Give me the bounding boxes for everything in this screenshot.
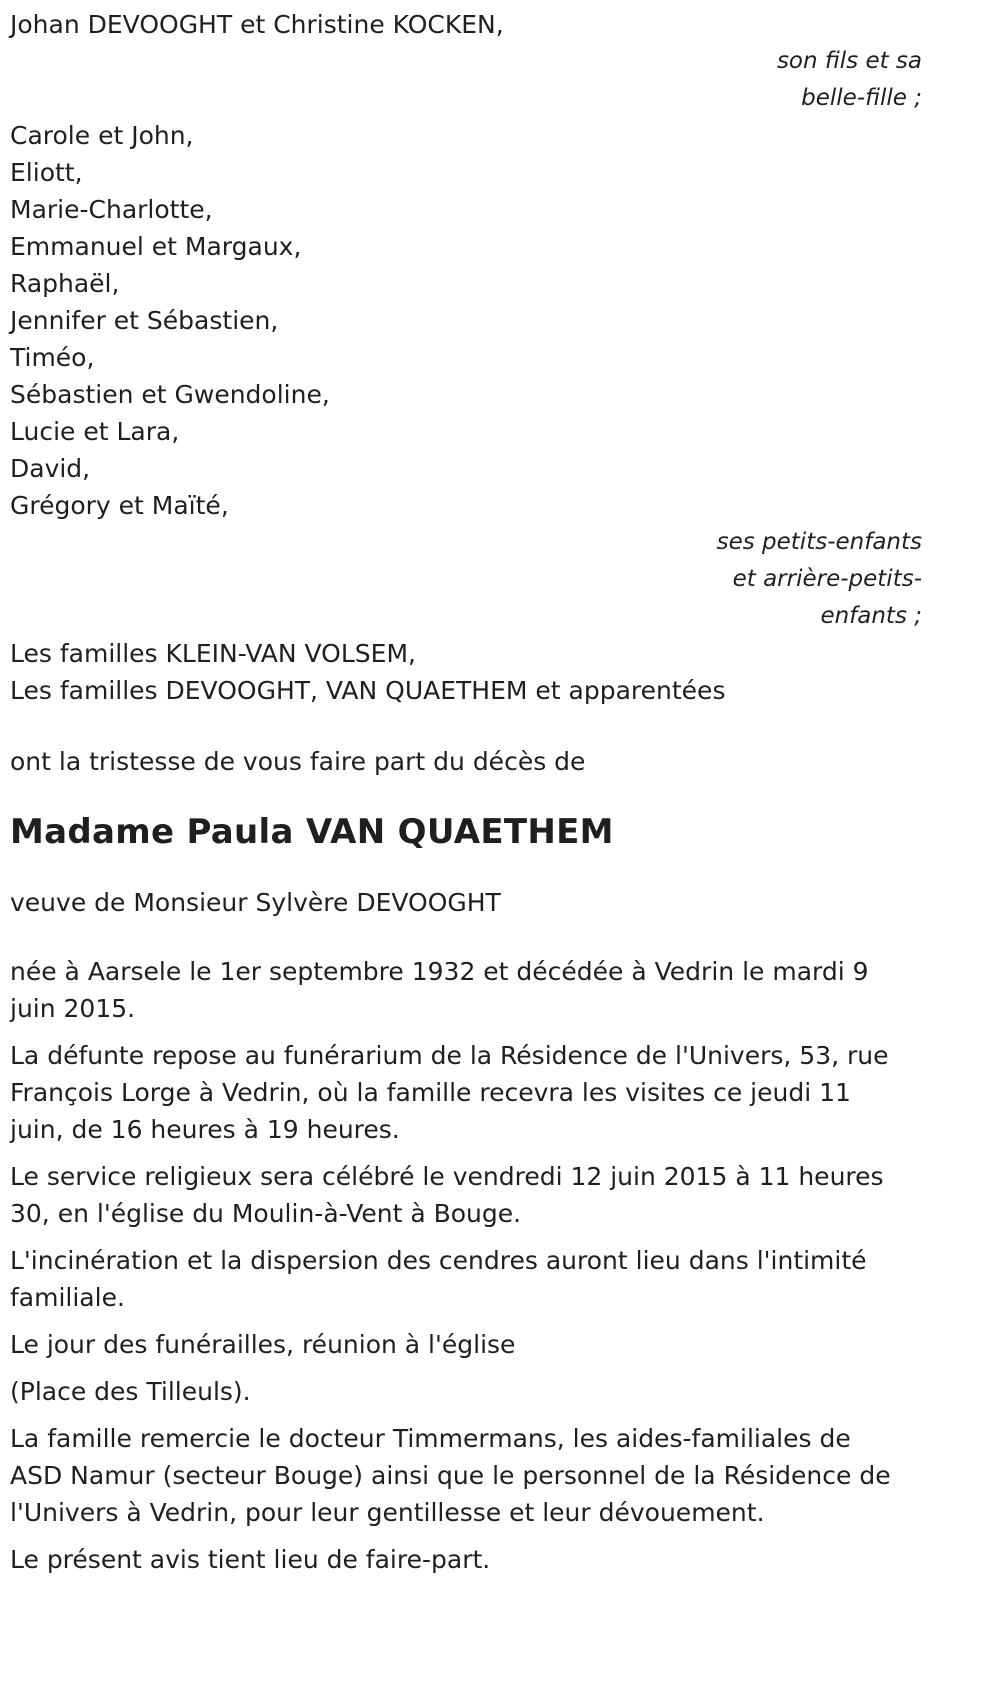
grandchild-entry: Timéo,: [10, 343, 95, 372]
funeral-home-paragraph: La défunte repose au funérarium de la Résidence de l'Univers, 53, rue François Lorge à Vedrin, où la famille recevra les visites ce jeudi 11 juin, de 16 heures à 19 heures.: [10, 1041, 889, 1144]
intro-text: ont la tristesse de vous faire part du décès de: [10, 747, 586, 776]
son-relation-line-1: son fils et sa: [776, 48, 922, 74]
grandchild-entry: Sébastien et Gwendoline,: [10, 380, 330, 409]
cremation-paragraph: L'incinération et la dispersion des cendres auront lieu dans l'intimité familiale.: [10, 1246, 867, 1312]
grandchild-entry: Raphaël,: [10, 269, 120, 298]
grandchild-entry: Emmanuel et Margaux,: [10, 232, 302, 261]
service-paragraph: Le service religieux sera célébré le vendredi 12 juin 2015 à 11 heures 30, en l'église du Moulin-à-Vent à Bouge.: [10, 1162, 884, 1228]
grandchildren-relation-line-2: et arrière-petits-: [732, 566, 922, 592]
birth-death-paragraph: née à Aarsele le 1er septembre 1932 et décédée à Vedrin le mardi 9 juin 2015.: [10, 957, 869, 1023]
grandchildren-relation-line-1: ses petits-enfants: [716, 529, 922, 555]
grandchild-entry: David,: [10, 454, 91, 483]
son-relation-line-2: belle-fille ;: [801, 85, 922, 111]
thanks-paragraph: La famille remercie le docteur Timmermans, les aides-familiales de ASD Namur (secteur Bouge) ainsi que le personnel de la Résidence de l'Univers à Vedrin, pour leur gentillesse et leur dévouement.: [10, 1424, 891, 1527]
grandchild-entry: Marie-Charlotte,: [10, 195, 213, 224]
families-line-2: Les familles DEVOOGHT, VAN QUAETHEM et apparentées: [10, 676, 726, 705]
deceased-name: Madame Paula VAN QUAETHEM: [10, 812, 614, 852]
grandchildren-list: [10, 117, 990, 524]
grandchildren-relation-line-3: enfants ;: [820, 603, 922, 629]
son-couple: Johan DEVOOGHT et Christine KOCKEN,: [10, 10, 504, 39]
meeting-place-paragraph: (Place des Tilleuls).: [10, 1377, 251, 1406]
grandchild-entry: Eliott,: [10, 158, 83, 187]
grandchild-entry: Grégory et Maïté,: [10, 491, 229, 520]
grandchild-entry: Lucie et Lara,: [10, 417, 180, 446]
meeting-paragraph: Le jour des funérailles, réunion à l'église: [10, 1330, 516, 1359]
families-line-1: Les familles KLEIN-VAN VOLSEM,: [10, 639, 416, 668]
widow-of: veuve de Monsieur Sylvère DEVOOGHT: [10, 888, 501, 917]
grandchild-entry: Jennifer et Sébastien,: [10, 306, 279, 335]
notice-paragraph: Le présent avis tient lieu de faire-part.: [10, 1545, 491, 1574]
grandchild-entry: Carole et John,: [10, 121, 194, 150]
